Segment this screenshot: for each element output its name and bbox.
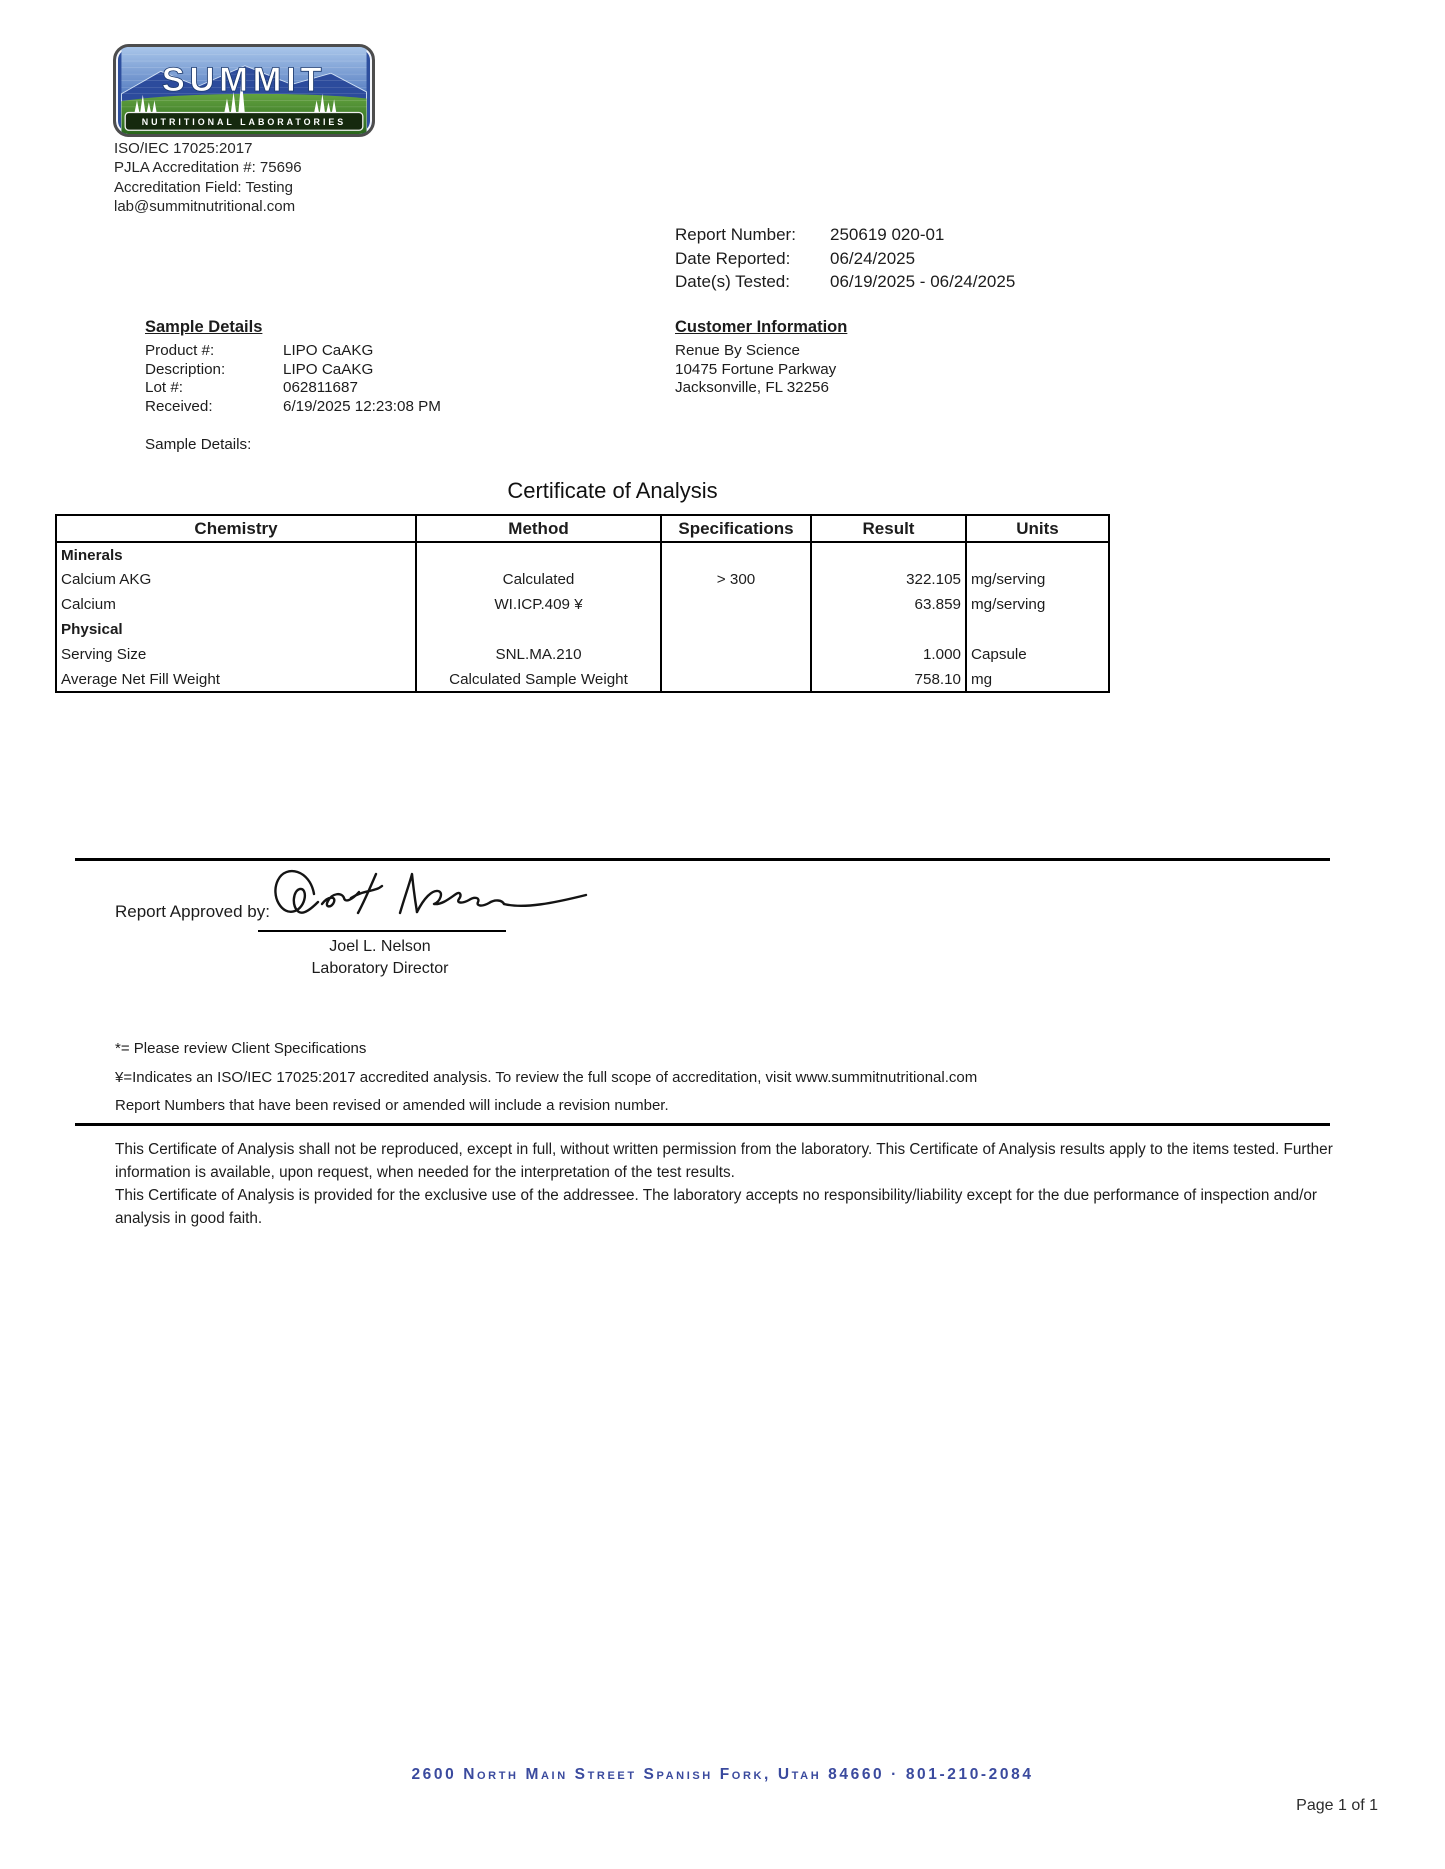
logo-brand-text: SUMMIT: [161, 60, 327, 99]
product-label: Product #:: [145, 342, 215, 360]
horizontal-rule: [75, 1123, 1330, 1126]
report-info-block: [675, 223, 1015, 294]
signature-icon: [252, 858, 602, 932]
customer-info-title: Customer Information: [675, 318, 848, 336]
product-row: [145, 342, 441, 360]
signer-title: Laboratory Director: [311, 960, 449, 977]
analyte-name: Calcium AKG: [56, 567, 416, 592]
date-reported-value: 06/24/2025: [830, 248, 916, 268]
description-value: LIPO CaAKG: [283, 360, 374, 378]
results-table: [55, 514, 1110, 693]
accreditation-block: [114, 139, 302, 217]
analyte-result: 63.859: [811, 592, 966, 617]
received-label: Received:: [145, 397, 213, 415]
table-row: [56, 617, 1109, 642]
section-minerals: Minerals: [56, 542, 416, 567]
iso-line: ISO/IEC 17025:2017: [114, 140, 253, 157]
logo-tagline-text: NUTRITIONAL LABORATORIES: [141, 117, 347, 128]
analyte-method: SNL.MA.210: [416, 642, 661, 667]
page-number: Page 1 of 1: [1296, 1797, 1378, 1814]
report-number-value: 250619 020-01: [830, 225, 945, 244]
analyte-name: Calcium: [56, 592, 416, 617]
table-row: [56, 667, 1109, 692]
dates-tested-row: [675, 270, 1015, 294]
analyte-result: 322.105: [811, 567, 966, 592]
lab-email: lab@summitnutritional.com: [114, 198, 296, 216]
section-physical: Physical: [56, 617, 416, 642]
footnote-client-specs: *= Please review Client Specifications: [115, 1040, 367, 1057]
header-method: Method: [416, 515, 661, 542]
dates-tested-label: Date(s) Tested:: [675, 272, 790, 292]
lot-row: [145, 379, 441, 397]
analyte-spec: [661, 667, 811, 692]
description-label: Description:: [145, 360, 226, 378]
footnote-accredited-analysis: ¥=Indicates an ISO/IEC 17025:2017 accredited analysis. To review the full scope of accreditation, visit www.summitnutritional.com: [115, 1068, 978, 1086]
signature-line: [258, 930, 506, 932]
analyte-units: mg: [966, 667, 1109, 692]
header-specifications: Specifications: [661, 515, 811, 542]
disclaimer-paragraph-1: This Certificate of Analysis shall not be reproduced, except in full, without written permission from the laboratory. This Certificate of Analysis results apply to the items tested. Further information is available, upon request, when needed for the interpretation of the test results.: [115, 1141, 1333, 1181]
analyte-method: Calculated: [416, 567, 661, 592]
analyte-method: WI.ICP.409 ¥: [416, 592, 661, 617]
customer-info-block: [675, 318, 847, 398]
disclaimer-block: [115, 1138, 1337, 1230]
analyte-spec: [661, 592, 811, 617]
signer-name: Joel L. Nelson: [329, 938, 431, 955]
sample-details-block: [145, 318, 441, 416]
sample-details-extra-label: Sample Details:: [145, 436, 252, 453]
date-reported-row: [675, 247, 1015, 271]
footnotes-block: [115, 1040, 977, 1126]
certificate-title: Certificate of Analysis: [507, 478, 718, 503]
analyte-result: 1.000: [811, 642, 966, 667]
customer-name: Renue By Science: [675, 342, 800, 360]
report-approved-by-label: Report Approved by:: [115, 902, 270, 921]
table-header-row: [56, 515, 1109, 542]
table-row: [56, 592, 1109, 617]
dates-tested-value: 06/19/2025 - 06/24/2025: [830, 272, 1016, 292]
analyte-name: Serving Size: [56, 642, 416, 667]
lot-value: 062811687: [283, 379, 358, 397]
analyte-units: mg/serving: [966, 567, 1109, 592]
disclaimer-paragraph-2: This Certificate of Analysis is provided for the exclusive use of the addressee. The laboratory accepts no responsibility/liability except for the due performance of inspection and/or analysis in good faith.: [115, 1187, 1318, 1227]
received-value: 6/19/2025 12:23:08 PM: [283, 397, 441, 415]
lab-address-footer: 2600 North Main Street Spanish Fork, Utah 84660 · 801-210-2084: [411, 1766, 1034, 1783]
analyte-units: Capsule: [966, 642, 1109, 667]
table-row: [56, 542, 1109, 567]
customer-city: Jacksonville, FL 32256: [675, 379, 829, 397]
report-number-label: Report Number:: [675, 225, 796, 244]
summit-logo: [113, 44, 375, 137]
analyte-method: Calculated Sample Weight: [416, 667, 661, 692]
table-row: [56, 642, 1109, 667]
sample-details-title: Sample Details: [145, 318, 263, 336]
analyte-result: 758.10: [811, 667, 966, 692]
lot-label: Lot #:: [145, 379, 183, 397]
header-units: Units: [966, 515, 1109, 542]
description-row: [145, 361, 441, 379]
pjla-line: PJLA Accreditation #: 75696: [114, 159, 302, 177]
report-number-row: [675, 223, 1015, 247]
received-row: [145, 398, 441, 416]
footnote-revision: Report Numbers that have been revised or amended will include a revision number.: [115, 1097, 669, 1114]
header-result: Result: [811, 515, 966, 542]
summit-logo-art: [116, 47, 372, 134]
field-line: Accreditation Field: Testing: [114, 178, 293, 196]
customer-street: 10475 Fortune Parkway: [675, 360, 837, 378]
analyte-name: Average Net Fill Weight: [56, 667, 416, 692]
header-chemistry: Chemistry: [56, 515, 416, 542]
product-value: LIPO CaAKG: [283, 342, 374, 360]
analyte-units: mg/serving: [966, 592, 1109, 617]
analyte-spec: > 300: [661, 567, 811, 592]
date-reported-label: Date Reported:: [675, 248, 791, 268]
analyte-spec: [661, 642, 811, 667]
table-row: [56, 567, 1109, 592]
